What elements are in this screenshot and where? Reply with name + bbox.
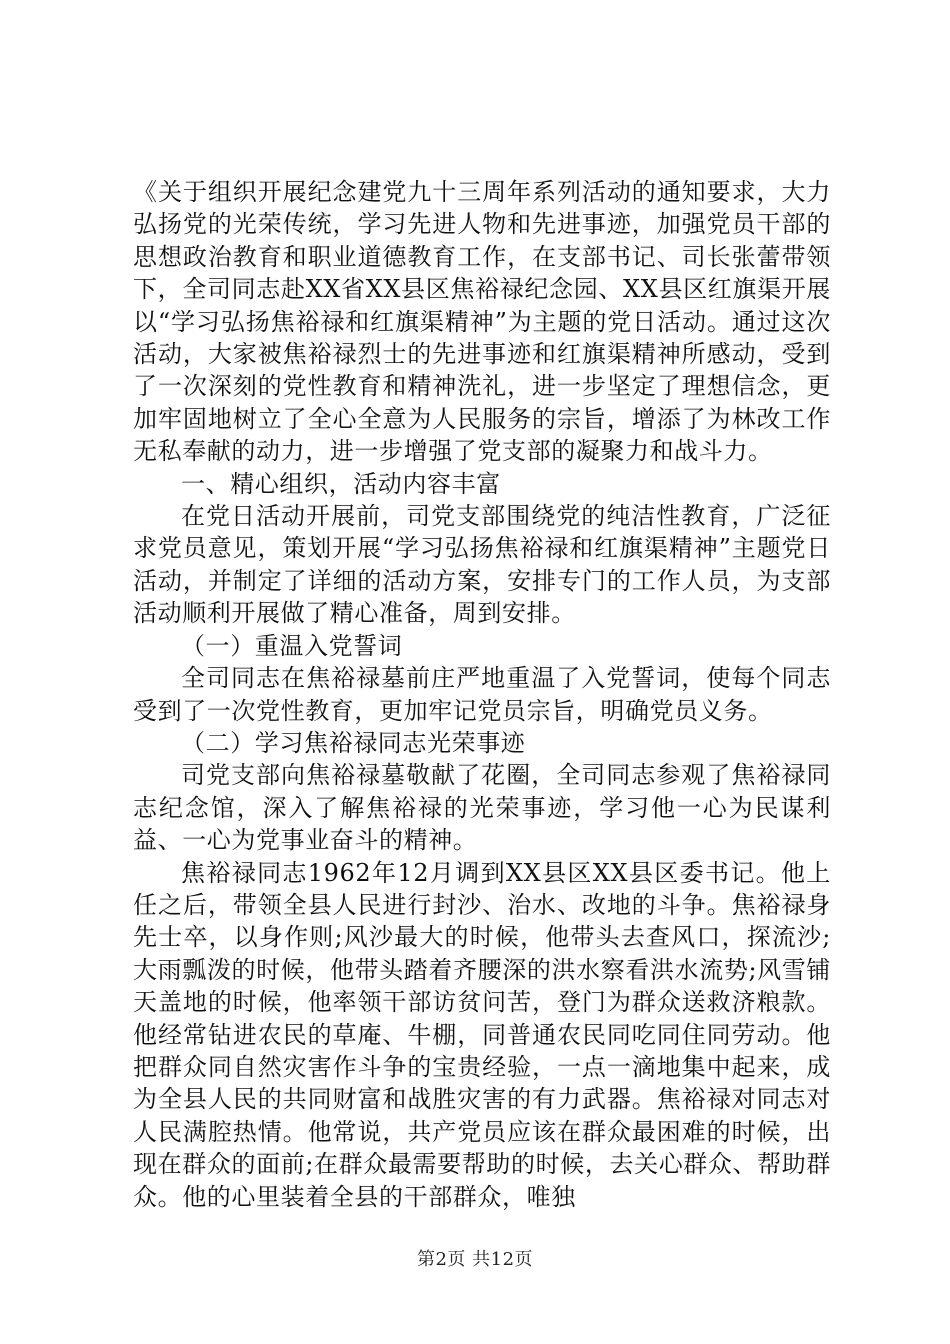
intro-paragraph: 《关于组织开展纪念建党九十三周年系列活动的通知要求，大力弘扬党的光荣传统，学习先进人物和先进事迹，加强党员干部的思想政治教育和职业道德教育工作，在支部书记、司长张蕾带领下，全司同志赴XX省XX县区焦裕禄纪念园、XX县区红旗渠开展以“学习弘扬焦裕禄和红旗渠精神”为主题的党日活动。通过这次活动，大家被焦裕禄烈士的先进事迹和红旗渠精神所感动，受到了一次深刻的党性教育和精神洗礼，进一步坚定了理想信念，更加牢固地树立了全心全意为人民服务的宗旨，增添了为林改工作无私奉献的动力，进一步增强了党支部的凝聚力和战斗力。 <box>133 178 831 466</box>
body-paragraph-oath: 全司同志在焦裕禄墓前庄严地重温了入党誓词，使每个同志受到了一次党性教育，更加牢记党员宗旨，明确党员义务。 <box>133 664 831 725</box>
subsection-heading-2: （二）学习焦裕禄同志光荣事迹 <box>181 728 526 757</box>
subsection-heading-1: （一）重温入党誓词 <box>181 631 403 660</box>
body-paragraph-biography: 焦裕禄同志1962年12月调到XX县区XX县区委书记。他上任之后，带领全县人民进行封沙、治水、改地的斗争。焦裕禄身先士卒，以身作则;风沙最大的时候，他带头去查风口，探流沙;大雨瓢泼的时候，他带头踏着齐腰深的洪水察看洪水流势;风雪铺天盖地的时候，他率领干部访贫问苦，登门为群众送救济粮款。他经常钻进农民的草庵、牛棚，同普通农民同吃同住同劳动。他把群众同自然灾害作斗争的宝贵经验，一点一滴地集中起来，成为全县人民的共同财富和战胜灾害的有力武器。焦裕禄对同志对人民满腔热情。他常说，共产党员应该在群众最困难的时候，出现在群众的面前;在群众最需要帮助的时候，去关心群众、帮助群众。他的心里装着全县的干部群众，唯独 <box>133 858 831 1211</box>
body-paragraph-preparation: 在党日活动开展前，司党支部围绕党的纯洁性教育，广泛征求党员意见，策划开展“学习弘扬焦裕禄和红旗渠精神”主题党日活动，并制定了详细的活动方案，安排专门的工作人员，为支部活动顺利开展做了精心准备，周到安排。 <box>133 502 831 628</box>
page-number-footer: 第2页 共12页 <box>416 1249 534 1270</box>
document-body <box>133 176 831 1213</box>
body-paragraph-memorial: 司党支部向焦裕禄墓敬献了花圈，全司同志参观了焦裕禄同志纪念馆，深入了解焦裕禄的光荣事迹，学习他一心为民谋利益、一心为党事业奋斗的精神。 <box>133 761 831 855</box>
section-heading-1: 一、精心组织，活动内容丰富 <box>181 469 501 498</box>
